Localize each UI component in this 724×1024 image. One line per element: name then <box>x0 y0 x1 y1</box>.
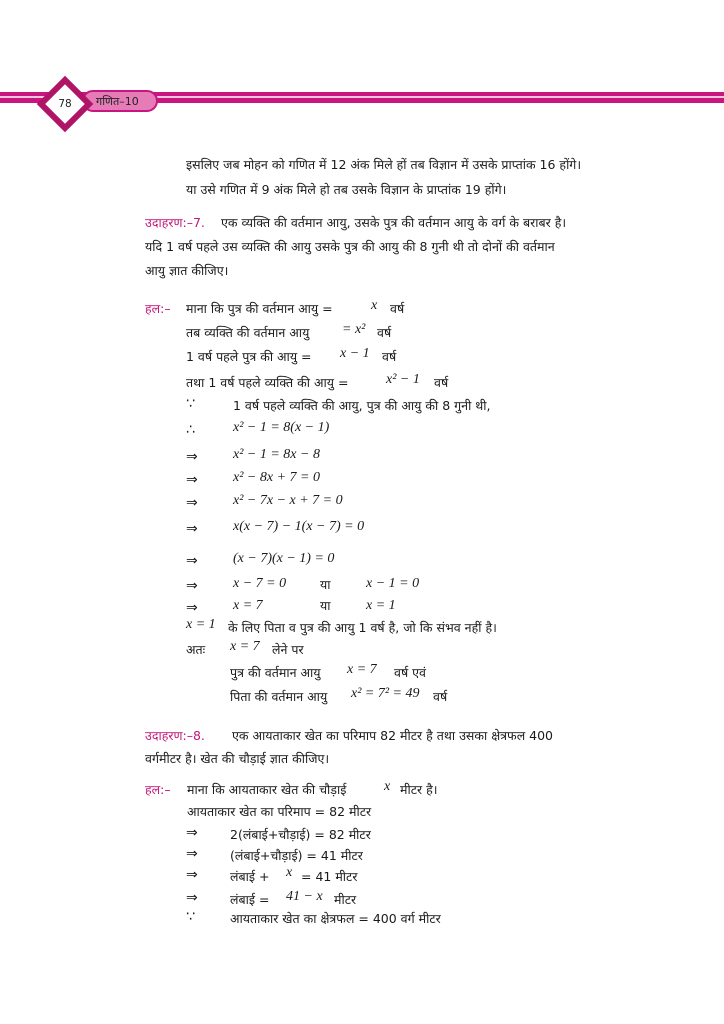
sol7-father-unit: वर्ष <box>433 689 448 704</box>
sol7-eq1: x² − 1 = 8(x − 1) <box>233 420 330 435</box>
sol7-step2-unit: वर्ष <box>377 325 392 340</box>
sol7-eq3: x² − 8x + 7 = 0 <box>233 470 320 485</box>
sol7-step1-math: x <box>371 298 378 313</box>
sol7-father-math: x² = 7² = 49 <box>351 686 420 701</box>
example-8-label: उदाहरण:–8. <box>145 728 205 743</box>
sol7-step3-unit: वर्ष <box>382 349 397 364</box>
sol8-step1-text: माना कि आयताकार खेत की चौड़ाई <box>187 782 347 797</box>
or-word: या <box>320 598 331 613</box>
or-word: या <box>320 577 331 592</box>
implies-symbol: ⇒ <box>186 846 198 862</box>
sol7-father-text: पिता की वर्तमान आयु <box>230 689 328 704</box>
sol7-step1-text: माना कि पुत्र की वर्तमान आयु = <box>186 301 333 316</box>
sol7-step3-text: 1 वर्ष पहले पुत्र की आयु = <box>186 349 312 364</box>
solution-7-label: हल:– <box>145 301 171 316</box>
hence-word: अतः <box>186 642 206 657</box>
sol7-step1-unit: वर्ष <box>390 301 405 316</box>
sol7-hence-text: लेने पर <box>272 642 304 657</box>
sol7-step3-math: x − 1 <box>340 346 370 361</box>
example-7-line-3: आयु ज्ञात कीजिए। <box>145 263 229 278</box>
sol7-because-text: 1 वर्ष पहले व्यक्ति की आयु, पुत्र की आयु की 8 गुनी थी, <box>233 398 491 413</box>
example-8-line-2: वर्गमीटर है। खेत की चौड़ाई ज्ञात कीजिए। <box>145 751 330 766</box>
example-7-label: उदाहरण:–7. <box>145 215 205 230</box>
implies-symbol: ⇒ <box>186 521 198 537</box>
sol8-step4-text: (लंबाई+चौड़ाई) = 41 मीटर <box>230 848 363 863</box>
solution-8-label: हल:– <box>145 782 171 797</box>
sol7-eq4: x² − 7x − x + 7 = 0 <box>233 493 343 508</box>
sol7-step2-text: तब व्यक्ति की वर्तमान आयु <box>186 325 310 340</box>
sol8-step2-text: आयताकार खेत का परिमाप = 82 मीटर <box>187 804 372 819</box>
sol8-step5-text-a: लंबाई + <box>230 869 270 884</box>
implies-symbol: ⇒ <box>186 553 198 569</box>
sol7-step4-math: x² − 1 <box>386 372 420 387</box>
sol7-eq7-right: x − 1 = 0 <box>366 576 420 591</box>
sol7-x1-text: के लिए पिता व पुत्र की आयु 1 वर्ष है, जो कि संभव नहीं है। <box>228 620 497 635</box>
implies-symbol: ⇒ <box>186 495 198 511</box>
sol8-step3-text: 2(लंबाई+चौड़ाई) = 82 मीटर <box>230 827 371 842</box>
implies-symbol: ⇒ <box>186 825 198 841</box>
sol7-son-unit: वर्ष एवं <box>394 665 427 680</box>
sol8-step7-text: आयताकार खेत का क्षेत्रफल = 400 वर्ग मीटर <box>230 911 441 926</box>
sol7-eq8-left: x = 7 <box>233 598 263 613</box>
implies-symbol: ⇒ <box>186 578 198 594</box>
sol7-hence-math: x = 7 <box>230 639 260 654</box>
sol7-son-math: x = 7 <box>347 662 377 677</box>
implies-symbol: ⇒ <box>186 449 198 465</box>
intro-line-1: इसलिए जब मोहन को गणित में 12 अंक मिले हों तब विज्ञान में उसके प्राप्तांक 16 होंगे। <box>186 157 582 172</box>
sol7-step4-unit: वर्ष <box>434 375 449 390</box>
sol7-son-text: पुत्र की वर्तमान आयु <box>230 665 321 680</box>
sol8-step6-text-a: लंबाई = <box>230 892 270 907</box>
page-number: 78 <box>58 98 72 110</box>
sol7-x1-math: x = 1 <box>186 617 216 632</box>
sol8-step1-math: x <box>384 779 391 794</box>
sol7-eq6: (x − 7)(x − 1) = 0 <box>233 551 335 566</box>
intro-line-2: या उसे गणित में 9 अंक मिले हो तब उसके विज्ञान के प्राप्तांक 19 होंगे। <box>186 182 507 197</box>
implies-symbol: ⇒ <box>186 890 198 906</box>
sol7-step2-math: = x² <box>342 322 366 337</box>
example-7-line-1: एक व्यक्ति की वर्तमान आयु, उसके पुत्र की वर्तमान आयु के वर्ग के बराबर है। <box>221 215 567 230</box>
sol7-eq7-left: x − 7 = 0 <box>233 576 287 591</box>
sol8-step5-text-b: = 41 मीटर <box>301 869 358 884</box>
example-8-line-1: एक आयताकार खेत का परिमाप 82 मीटर है तथा उसका क्षेत्रफल 400 <box>232 728 553 743</box>
sol8-step1-unit: मीटर है। <box>400 782 438 797</box>
sol7-step4-text: तथा 1 वर्ष पहले व्यक्ति की आयु = <box>186 375 349 390</box>
book-title: गणित–10 <box>96 95 139 108</box>
sol8-step6-text-b: मीटर <box>334 892 357 907</box>
example-7-line-2: यदि 1 वर्ष पहले उस व्यक्ति की आयु उसके पुत्र की आयु की 8 गुनी थी तो दोनों की वर्तमान <box>145 239 555 254</box>
sol8-step5-math: x <box>286 865 293 880</box>
implies-symbol: ⇒ <box>186 867 198 883</box>
because-symbol: ∵ <box>186 396 195 412</box>
sol7-eq2: x² − 1 = 8x − 8 <box>233 447 320 462</box>
sol8-step6-math: 41 − x <box>286 889 323 904</box>
implies-symbol: ⇒ <box>186 472 198 488</box>
therefore-symbol: ∴ <box>186 422 195 438</box>
header-title-pill <box>82 90 158 112</box>
sol7-eq8-right: x = 1 <box>366 598 396 613</box>
sol7-eq5: x(x − 7) − 1(x − 7) = 0 <box>233 519 365 534</box>
implies-symbol: ⇒ <box>186 600 198 616</box>
because-symbol: ∵ <box>186 909 195 925</box>
